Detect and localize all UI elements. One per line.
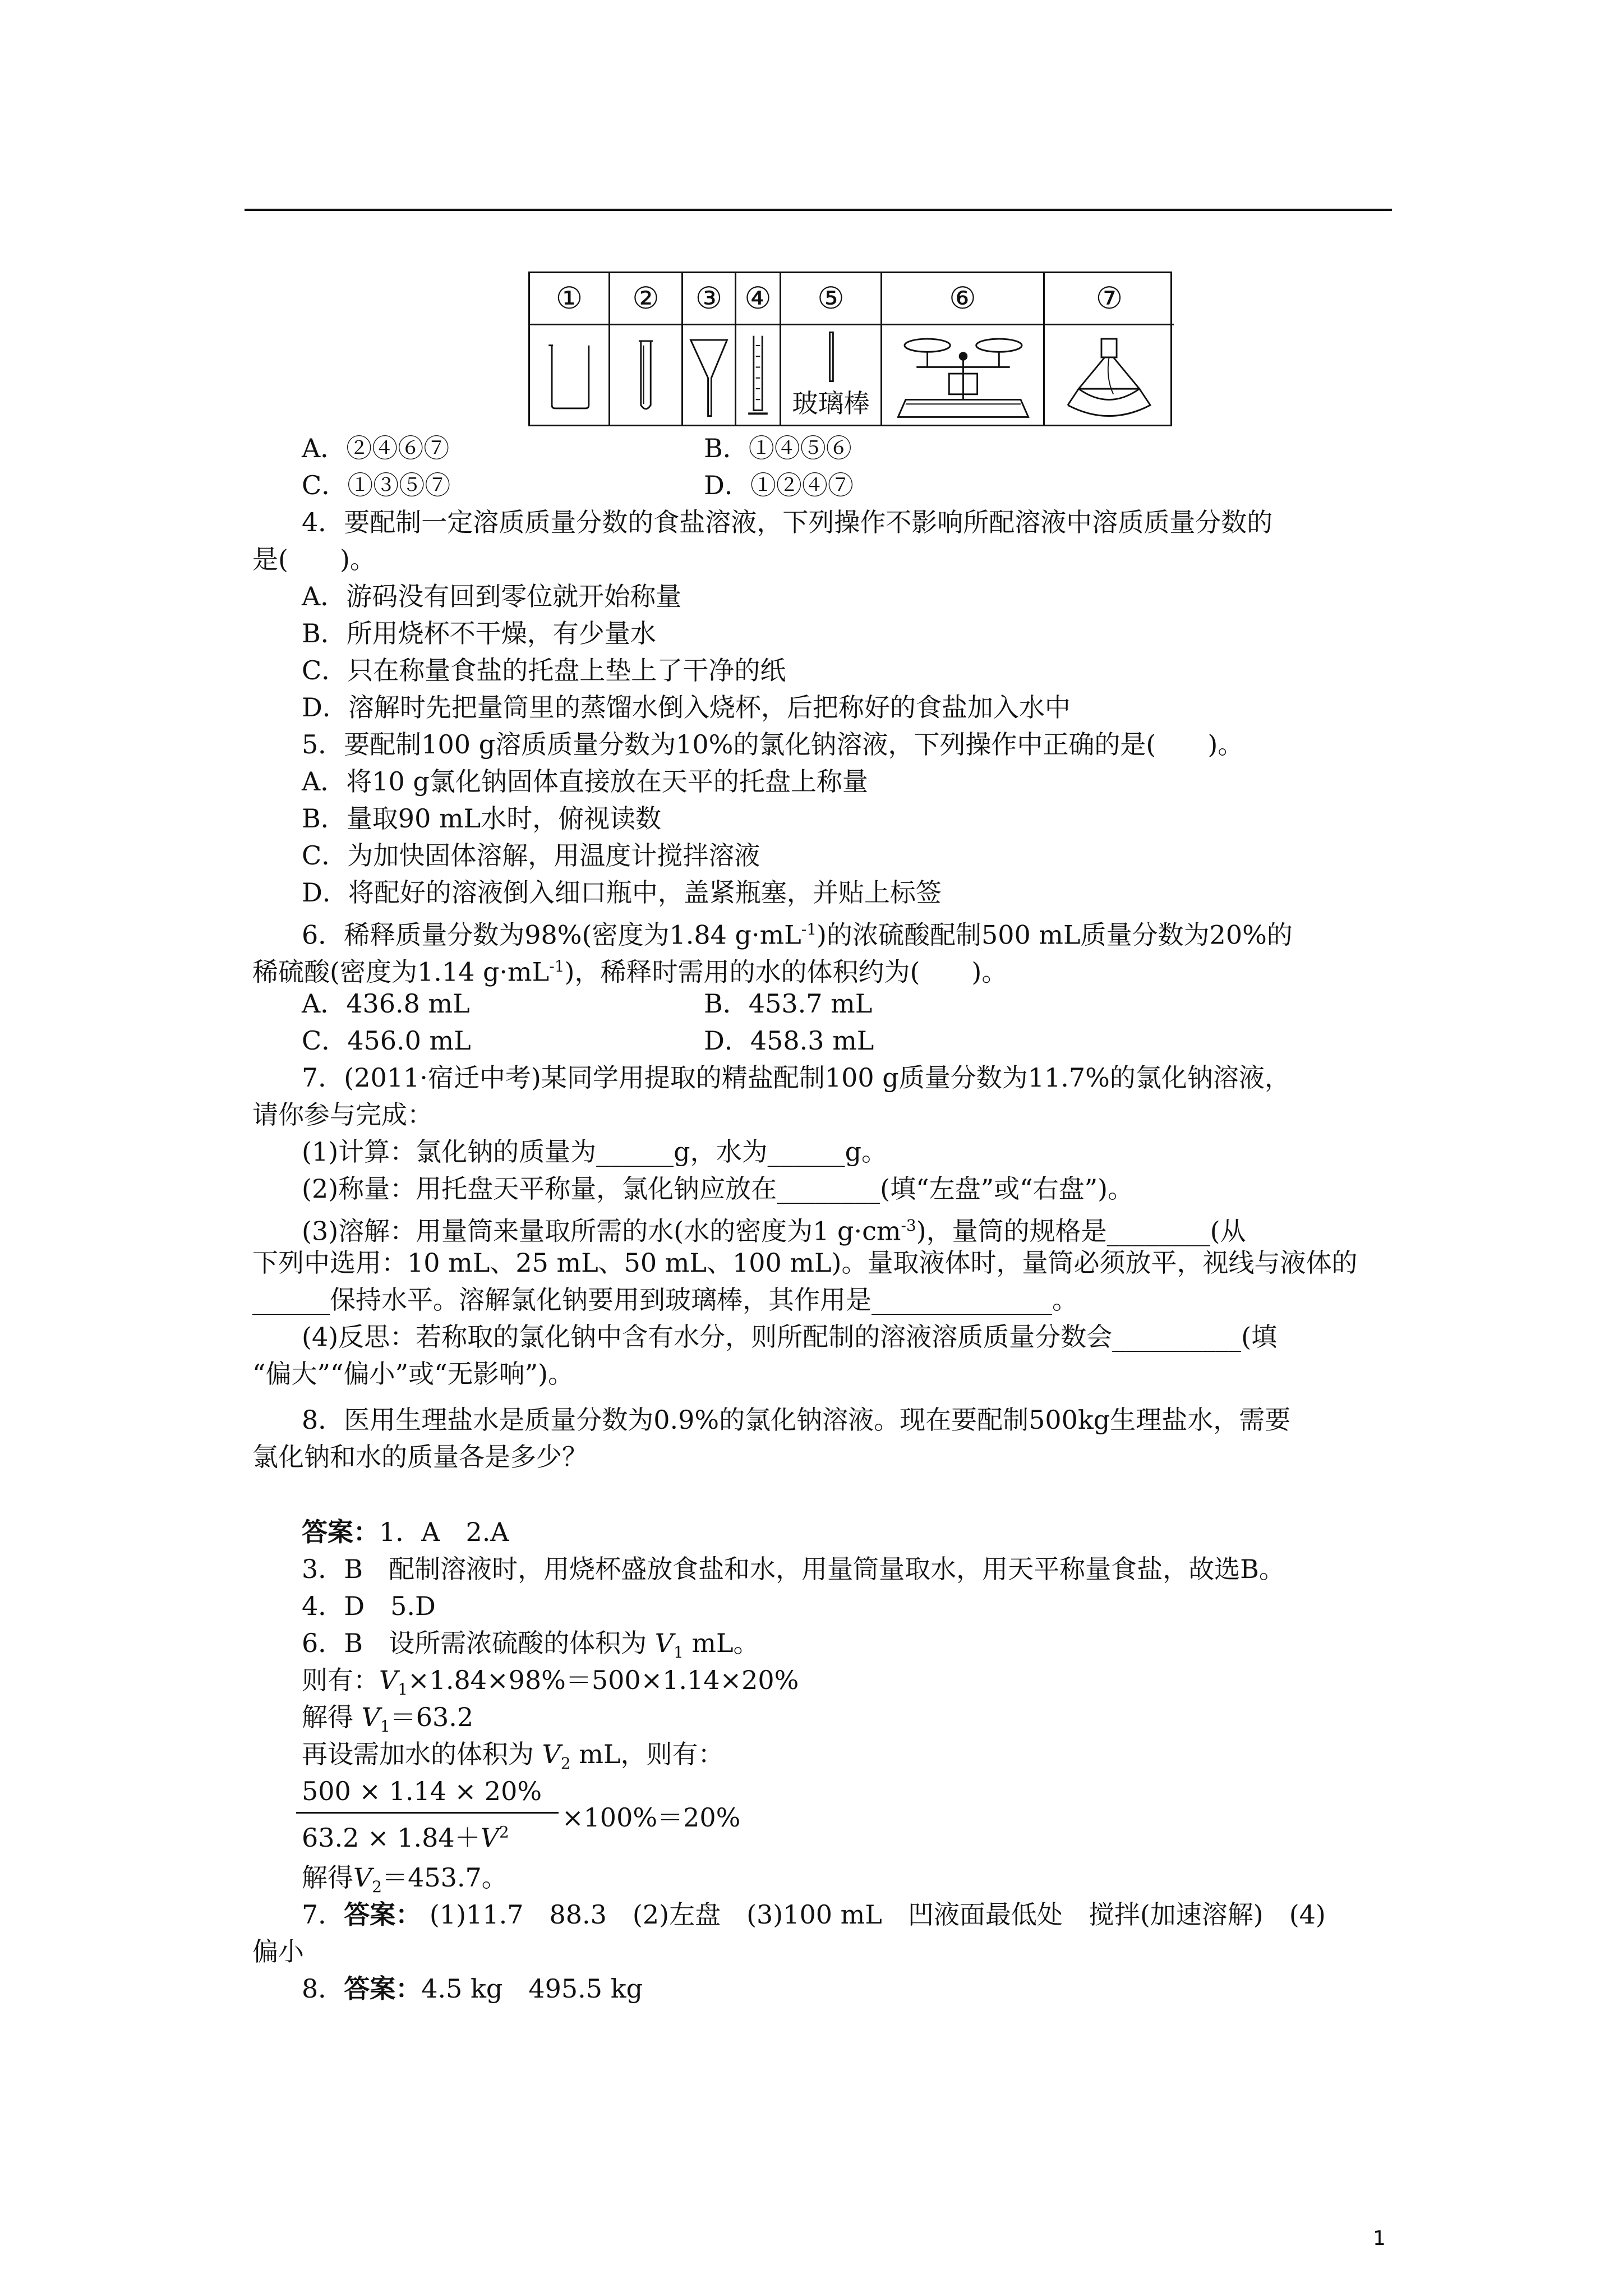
- q7-part-2: (2)称量：用托盘天平称量，氯化钠应放在________(填“左盘”或“右盘”)。: [302, 1174, 1134, 1204]
- alcohol-lamp-icon: [1045, 324, 1174, 425]
- table-col-3: [681, 273, 735, 425]
- answer-line-8: 解得$V_2=453.7$。: [302, 1862, 508, 1897]
- answer-line-7: 再设需加水的体积为 $V_2$ mL，则有：: [302, 1739, 724, 1773]
- q7-stem-cont: 请你参与完成：: [252, 1099, 433, 1130]
- graduated-cylinder-icon: [736, 324, 780, 425]
- answer-line-4: 6．B 设所需浓硫酸的体积为 $V_1$ mL。: [302, 1628, 759, 1662]
- q5-option-d: D．将配好的溶液倒入细口瓶中，盖紧瓶塞，并贴上标签: [302, 877, 942, 908]
- glass-rod-label: 玻璃棒: [792, 388, 870, 418]
- fraction-bar: [296, 1812, 559, 1814]
- answer-line-2: 3．B 配制溶液时，用烧杯盛放食盐和水，用量筒量取水，用天平称量食盐，故选B。: [302, 1554, 1285, 1584]
- q6-stem: 6．稀释质量分数为98%(密度为1.84 $g\cdot mL^{-1}$)的浓硫酸配制500 mL质量分数为20%的: [302, 919, 1293, 950]
- answer-q7: 7．答案： (1)11.7 88.3 (2)左盘 (3)100 mL 凹液面最低处 搅拌(加速溶解) (4): [302, 1899, 1326, 1930]
- q6-option-c: C．456.0 mL: [302, 1025, 471, 1056]
- q4-option-b: B．所用烧杯不干燥，有少量水: [302, 618, 656, 648]
- q5-option-a: A．将10 g氯化钠固体直接放在天平的托盘上称量: [302, 766, 868, 797]
- table-col-4: [735, 273, 780, 425]
- q6-option-d: D．458.3 mL: [704, 1025, 874, 1056]
- q7-part-4-cont: “偏大”“偏小”或“无影响”)。: [252, 1359, 574, 1389]
- fraction-tail: ×100%＝20%: [562, 1802, 741, 1833]
- q4-option-a: A．游码没有回到零位就开始称量: [302, 581, 682, 611]
- table-header: ②: [610, 273, 681, 325]
- funnel-icon: [683, 324, 735, 425]
- answer-line-1: 答案：1．A 2.A: [302, 1517, 509, 1547]
- q4-option-c: C．只在称量食盐的托盘上垫上了干净的纸: [302, 655, 786, 685]
- beaker-icon: [530, 324, 608, 425]
- answer-line-5: 则有：$V_1\times 1.84\times 98\%=500\times 1.14\times 20\%$: [302, 1665, 799, 1699]
- answer-line-6: 解得 $V_1=63.2$: [302, 1702, 474, 1736]
- page-number: 1: [1373, 2227, 1386, 2250]
- table-header: ⑤: [781, 273, 880, 325]
- answer-q8: 8．答案：4.5 kg 495.5 kg: [302, 1973, 643, 2004]
- table-header: ⑦: [1045, 273, 1174, 325]
- table-col-1: [530, 273, 608, 425]
- table-col-2: [608, 273, 681, 425]
- q3-option-d: D．①②④⑦: [704, 470, 854, 500]
- table-col-5: [780, 273, 880, 425]
- q5-stem: 5．要配制100 g溶质质量分数为10%的氯化钠溶液，下列操作中正确的是( )。: [302, 729, 1244, 760]
- q7-part-3: (3)溶解：用量筒来量取所需的水(水的密度为1 $g\cdot cm^{-3}$)，量筒的规格是________(从: [302, 1216, 1246, 1246]
- fraction-numerator: 500 × 1.14 × 20%: [302, 1776, 542, 1806]
- fraction-denominator: $63.2 \times 1.84+V^2$: [302, 1823, 509, 1853]
- q5-option-c: C．为加快固体溶解，用温度计搅拌溶液: [302, 840, 760, 871]
- q8-stem: 8．医用生理盐水是质量分数为0.9%的氯化钠溶液。现在要配制500kg生理盐水，需要: [302, 1405, 1291, 1435]
- table-col-7: [1043, 273, 1174, 425]
- q7-stem: 7．(2011·宿迁中考)某同学用提取的精盐配制100 g质量分数为11.7%的氯化钠溶液，: [302, 1062, 1290, 1093]
- balance-icon: [882, 324, 1043, 425]
- q3-option-a: A．②④⑥⑦: [302, 433, 450, 463]
- table-header: ③: [683, 273, 735, 325]
- answer-q7-cont: 偏小: [252, 1936, 304, 1967]
- test-tube-icon: [610, 324, 681, 425]
- q3-option-c: C．①③⑤⑦: [302, 470, 451, 500]
- answer-line-3: 4．D 5.D: [302, 1591, 436, 1621]
- q6-option-b: B．453.7 mL: [704, 988, 873, 1019]
- table-header: ⑥: [882, 273, 1043, 325]
- q7-part-1: (1)计算：氯化钠的质量为______g，水为______g。: [302, 1137, 888, 1167]
- q7-part-3-cont2: ______保持水平。溶解氯化钠要用到玻璃棒，其作用是______________。: [252, 1285, 1078, 1315]
- q6-stem-cont: 稀硫酸(密度为1.14 $g\cdot mL^{-1}$)，稀释时需用的水的体积约为( )。: [252, 956, 1008, 987]
- q4-stem-cont: 是( )。: [252, 544, 376, 574]
- q7-part-4: (4)反思：若称取的氯化钠中含有水分，则所配制的溶液溶质质量分数会__________(填: [302, 1322, 1278, 1352]
- table-col-6: [880, 273, 1043, 425]
- apparatus-table: [528, 272, 1172, 426]
- header-rule: [245, 209, 1392, 211]
- table-header: ①: [530, 273, 608, 325]
- q4-option-d: D．溶解时先把量筒里的蒸馏水倒入烧杯，后把称好的食盐加入水中: [302, 692, 1071, 723]
- q3-option-b: B．①④⑤⑥: [704, 433, 852, 463]
- q4-stem: 4．要配制一定溶质质量分数的食盐溶液，下列操作不影响所配溶液中溶质质量分数的: [302, 507, 1273, 537]
- q5-option-b: B．量取90 mL水时，俯视读数: [302, 803, 662, 834]
- q6-option-a: A．436.8 mL: [302, 988, 470, 1019]
- q8-stem-cont: 氯化钠和水的质量各是多少？: [252, 1442, 588, 1472]
- table-header: ④: [736, 273, 780, 325]
- q7-part-3-cont: 下列中选用：10 mL、25 mL、50 mL、100 mL)。量取液体时，量筒必须放平，视线与液体的: [252, 1248, 1358, 1278]
